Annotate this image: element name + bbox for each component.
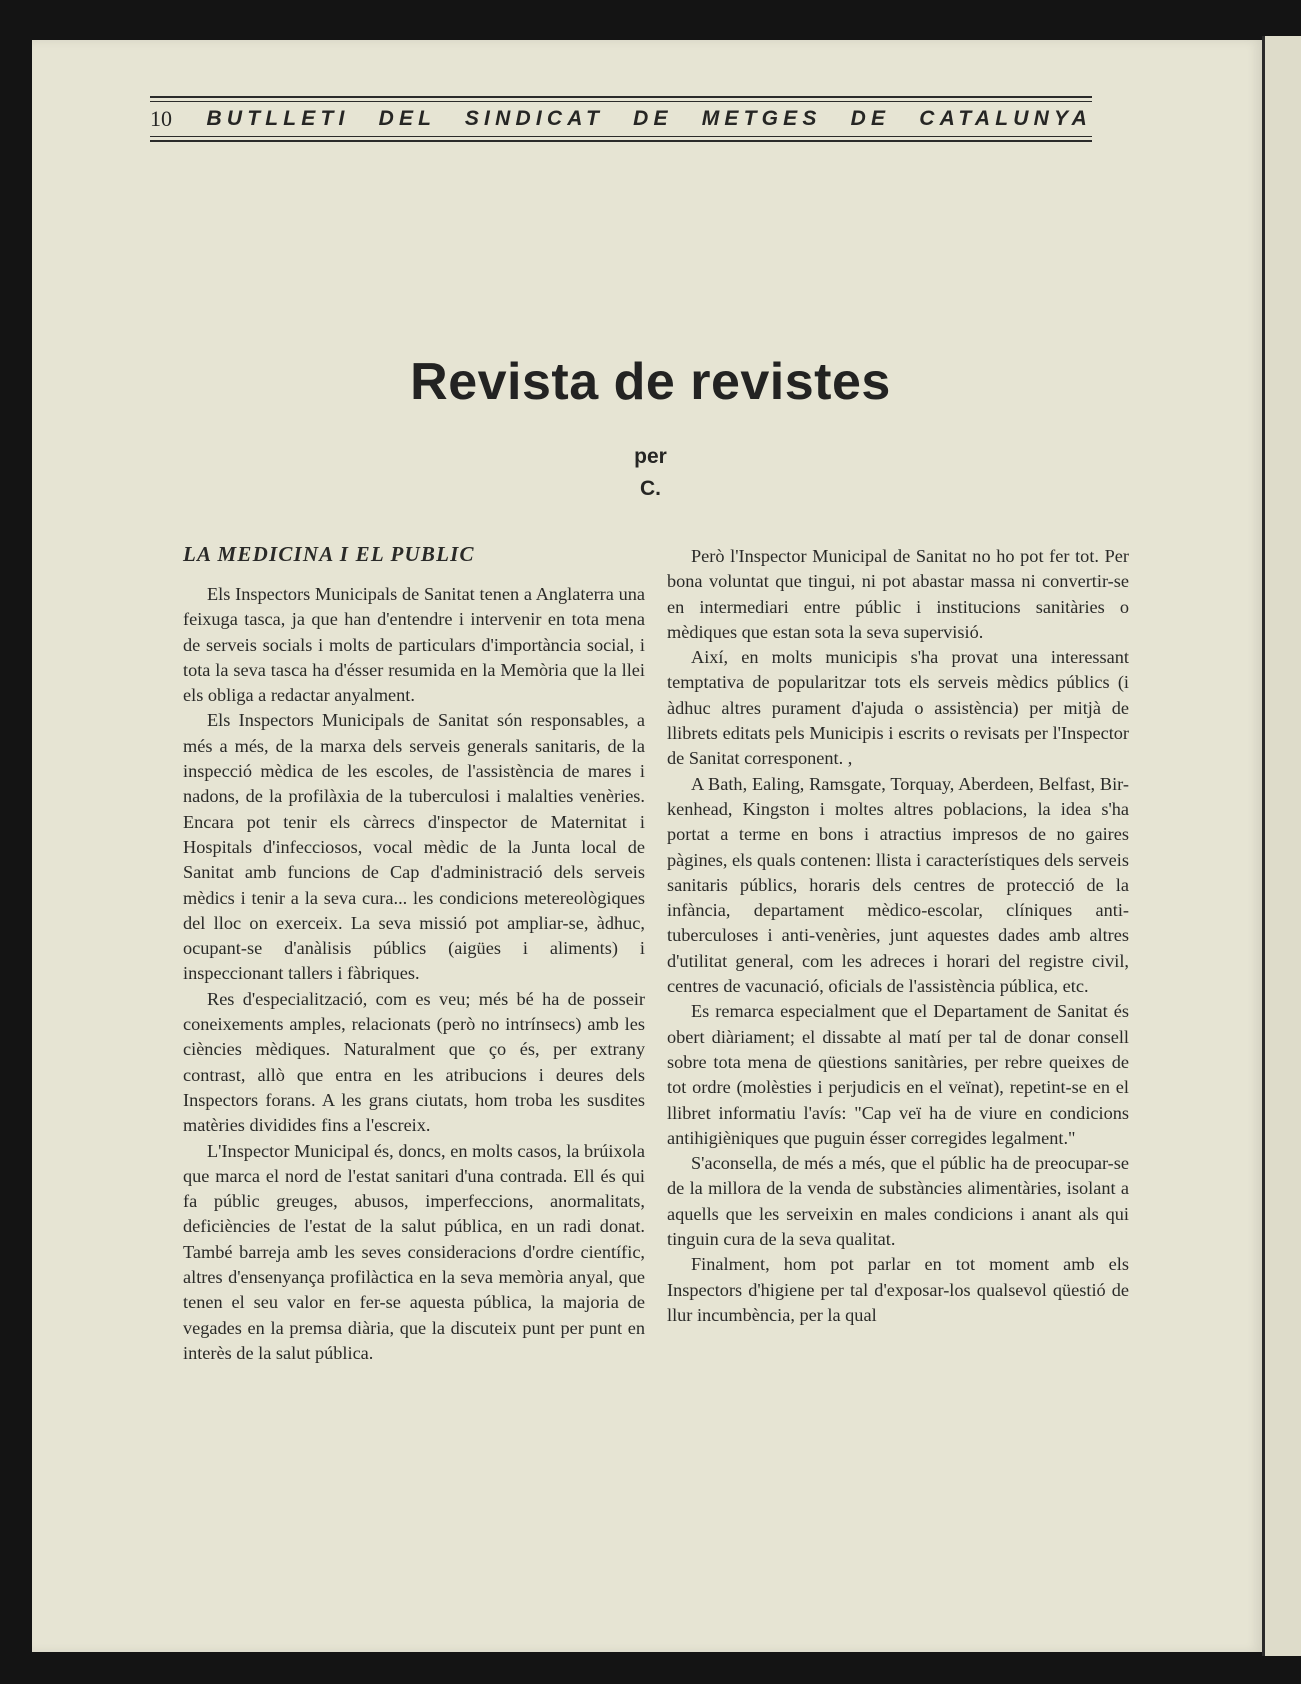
adjacent-page-edge bbox=[1262, 36, 1301, 1656]
section-heading: LA MEDICINA I EL PUBLIC bbox=[183, 542, 475, 566]
byline-per: per bbox=[634, 445, 667, 468]
running-header bbox=[150, 96, 1092, 142]
byline-author: C. bbox=[640, 477, 661, 500]
paragraph: A Bath, Ealing, Ramsgate, Torquay, Aberdeen, Belfast, Bir-kenhead, Kingston i moltes altres poblacions, la idea s'ha portat a terme en bons i atractius impresos de no gaires pàgines, els quals contenen: llista i característiques dels serveis sanitaris públics, horaris dels centres de protecció de la infància, departament mèdico-escolar, clíniques anti-tuberculoses i anti-venèries, junt aquestes dades amb altres d'utilitat general, com les adreces i horari del registre civil, centres de vacunació, oficials de l'assistència pública, etc. bbox=[667, 773, 1129, 997]
left-column bbox=[183, 540, 645, 1366]
article-title: Revista de revistes bbox=[410, 353, 891, 411]
paragraph: L'Inspector Municipal és, doncs, en molts casos, la brúixola que marca el nord de l'estat sanitari d'una contrada. Ell és qui fa públic greuges, abusos, imperfeccions, anormalitats, deficiències de l'estat de la salut pública, en un radi donat. També barreja amb les seves consideracions d'ordre científic, altres d'ensenyança profilàctica en la seva memòria anyal, que tenen el seu valor en fer-se aquesta pública, la majoria de vegades en la premsa diària, que la discuteix punt per punt en interès de la salut pública. bbox=[183, 1140, 645, 1363]
header-rule-bottom bbox=[150, 140, 1092, 142]
paragraph: Finalment, hom pot parlar en tot moment amb els Inspectors d'higiene per tal d'exposar-los qualsevol qüestió de llur incumbència, per la qual bbox=[667, 1254, 1129, 1325]
paragraph: Però l'Inspector Municipal de Sanitat no ho pot fer tot. Per bona voluntat que tingui, ni pot abastar massa ni convertir-se en intermediari entre públic i institucions sanitàries o mèdiques que estan sota la seva supervisió. bbox=[667, 546, 1129, 642]
right-column bbox=[667, 544, 1129, 1328]
paragraph: Es remarca especialment que el Departament de Sanitat és obert diàriament; el dissabte al matí per tal de donar consell sobre tota mena de qüestions sanitàries, per rebre queixes de tot ordre (molèsties i perjudicis en el veïnat), repetint-se en el llibret informatiu l'avís: "Cap veï ha de viure en condicions antihigièniques que puguin ésser corregides legalment." bbox=[667, 1001, 1129, 1148]
paragraph: Els Inspectors Municipals de Sanitat són responsables, a més a més, de la marxa dels serveis generals sanitaris, de la inspecció mèdica de les escoles, de l'assistència de mares i nadons, de la profilàxia de la tuberculosi i malalties venèries. Encara pot tenir els càrrecs d'inspector de Maternitat i Hospitals d'infecciosos, vocal mèdic de la Junta local de Sanitat amb funcions de Cap d'administració dels serveis mèdics i tenir a la seva cura... les condicions metereològiques del lloc on exerceix. La seva missió pot ampliar-se, àdhuc, ocupant-se d'anàlisis públics (aigües i aliments) i inspeccionant tallers i fàbriques. bbox=[183, 710, 645, 984]
paragraph: Els Inspectors Municipals de Sanitat tenen a Anglaterra una feixuga tasca, ja que han d'entendre i intervenir en tota mena de serveis socials i molts de particulars d'importància social, i tota la seva tasca ha d'ésser resumida en la Memòria que la llei els obliga a redactar anyalment. bbox=[183, 584, 645, 706]
journal-title: BUTLLETI DEL SINDICAT DE METGES DE CATALUNYA bbox=[206, 107, 1092, 130]
paragraph: Res d'especialització, com es veu; més bé ha de posseir coneixements amples, relacionats (però no intrínsecs) amb les ciències mèdiques. Naturalment que ço és, per extrany contrast, allò que entra en les atribucions i deures dels Inspectors forans. A les grans ciutats, hom troba les susdites matèries dividides fins a l'escreix. bbox=[183, 988, 645, 1136]
paragraph: S'aconsella, de més a més, que el públic ha de preocupar-se de la millora de la venda de substàncies alimentàries, isolant a aquells que les serveixin en males condicions i anant als qui tinguin cura de la seva qualitat. bbox=[667, 1153, 1129, 1250]
paragraph: Així, en molts municipis s'ha provat una interessant temptativa de popularitzar tots els serveis mèdics públics (i àdhuc altres purament d'ajuda o assistència) per mitjà de llibrets editats pels Municipis i escrits o revisats per l'Inspector de Sanitat corresponent. , bbox=[667, 647, 1129, 769]
page-number: 10 bbox=[150, 106, 172, 131]
